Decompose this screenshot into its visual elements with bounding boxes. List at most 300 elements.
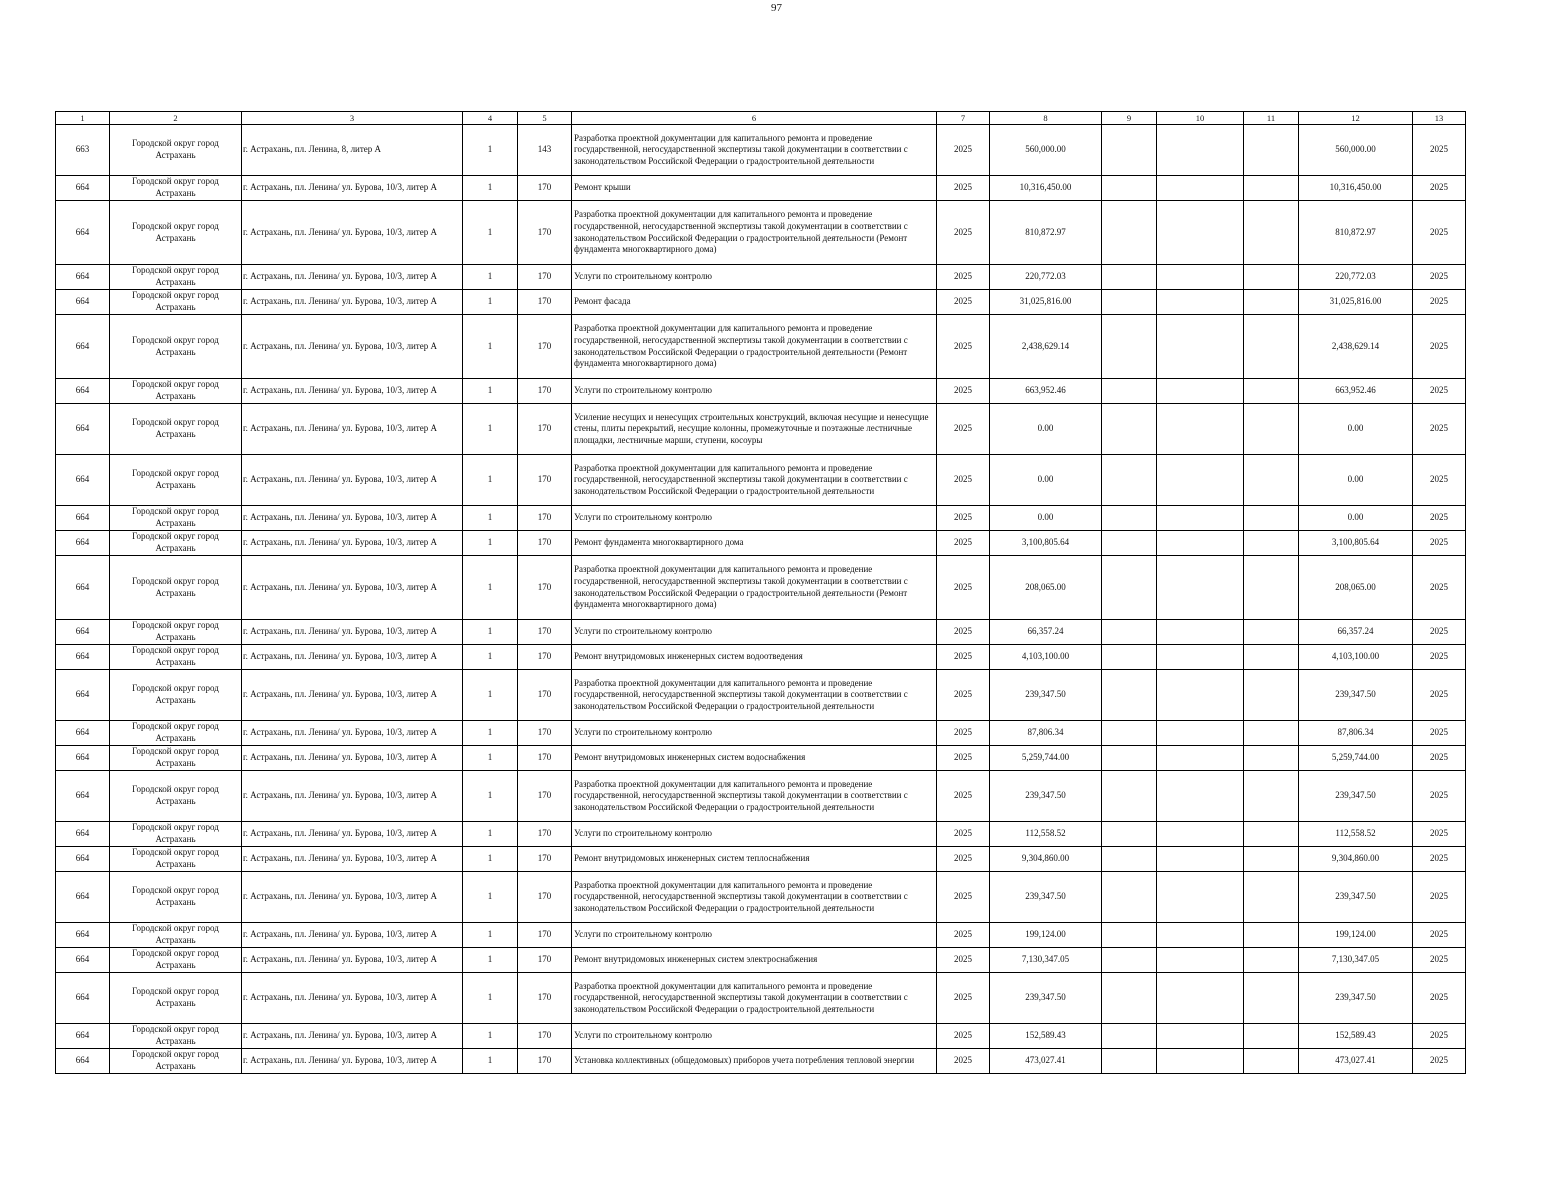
cell-col-10 <box>1157 923 1244 948</box>
cell-col-1: 664 <box>56 746 110 771</box>
cell-col-3: г. Астрахань, пл. Ленина/ ул. Бурова, 10/3, литер А <box>242 506 463 531</box>
cell-col-9 <box>1102 771 1157 822</box>
cell-col-13: 2025 <box>1413 290 1466 315</box>
table-row <box>56 176 1466 201</box>
cell-col-13: 2025 <box>1413 822 1466 847</box>
cell-col-7: 2025 <box>937 290 990 315</box>
cell-col-12: 0.00 <box>1299 506 1413 531</box>
cell-col-7: 2025 <box>937 847 990 872</box>
cell-col-9 <box>1102 847 1157 872</box>
cell-col-3: г. Астрахань, пл. Ленина/ ул. Бурова, 10/3, литер А <box>242 973 463 1024</box>
cell-col-3: г. Астрахань, пл. Ленина/ ул. Бурова, 10/3, литер А <box>242 670 463 721</box>
cell-col-7: 2025 <box>937 125 990 176</box>
cell-col-8: 9,304,860.00 <box>990 847 1102 872</box>
cell-col-11 <box>1244 506 1299 531</box>
cell-col-13: 2025 <box>1413 265 1466 290</box>
cell-col-12: 239,347.50 <box>1299 872 1413 923</box>
cell-col-1: 664 <box>56 506 110 531</box>
cell-col-7: 2025 <box>937 315 990 379</box>
cell-col-2: Городской округ город Астрахань <box>110 176 242 201</box>
table-row <box>56 265 1466 290</box>
cell-col-10 <box>1157 531 1244 556</box>
cell-col-5: 170 <box>518 620 572 645</box>
cell-col-13: 2025 <box>1413 620 1466 645</box>
cell-col-11 <box>1244 847 1299 872</box>
cell-col-10 <box>1157 670 1244 721</box>
cell-col-10 <box>1157 506 1244 531</box>
cell-col-7: 2025 <box>937 176 990 201</box>
cell-col-11 <box>1244 973 1299 1024</box>
cell-col-12: 220,772.03 <box>1299 265 1413 290</box>
cell-col-4: 1 <box>463 506 518 531</box>
cell-col-3: г. Астрахань, пл. Ленина/ ул. Бурова, 10/3, литер А <box>242 847 463 872</box>
cell-col-8: 239,347.50 <box>990 973 1102 1024</box>
cell-col-4: 1 <box>463 847 518 872</box>
cell-col-5: 170 <box>518 315 572 379</box>
cell-col-4: 1 <box>463 670 518 721</box>
column-header-6: 6 <box>572 112 937 125</box>
cell-col-4: 1 <box>463 556 518 620</box>
table-row <box>56 822 1466 847</box>
table-row <box>56 746 1466 771</box>
cell-col-1: 664 <box>56 379 110 404</box>
cell-col-2: Городской округ город Астрахань <box>110 721 242 746</box>
cell-col-10 <box>1157 1049 1244 1074</box>
cell-col-5: 170 <box>518 872 572 923</box>
cell-col-2: Городской округ город Астрахань <box>110 645 242 670</box>
cell-col-5: 170 <box>518 379 572 404</box>
cell-col-1: 664 <box>56 847 110 872</box>
cell-col-13: 2025 <box>1413 771 1466 822</box>
cell-col-4: 1 <box>463 872 518 923</box>
table-row <box>56 620 1466 645</box>
cell-col-12: 239,347.50 <box>1299 771 1413 822</box>
cell-col-12: 0.00 <box>1299 404 1413 455</box>
cell-col-1: 664 <box>56 531 110 556</box>
cell-col-4: 1 <box>463 201 518 265</box>
cell-col-8: 3,100,805.64 <box>990 531 1102 556</box>
cell-col-13: 2025 <box>1413 1049 1466 1074</box>
cell-col-4: 1 <box>463 1024 518 1049</box>
cell-col-9 <box>1102 721 1157 746</box>
cell-col-1: 664 <box>56 201 110 265</box>
cell-col-13: 2025 <box>1413 847 1466 872</box>
column-header-4: 4 <box>463 112 518 125</box>
cell-col-8: 4,103,100.00 <box>990 645 1102 670</box>
cell-col-7: 2025 <box>937 531 990 556</box>
cell-col-6: Разработка проектной документации для капитального ремонта и проведение государственной, негосударственной экспертизы такой документации в соответствии с законодательством Российской Федерации о градостроительной деятельности <box>572 125 937 176</box>
cell-col-2: Городской округ город Астрахань <box>110 201 242 265</box>
cell-col-10 <box>1157 290 1244 315</box>
cell-col-2: Городской округ город Астрахань <box>110 948 242 973</box>
cell-col-1: 664 <box>56 923 110 948</box>
cell-col-10 <box>1157 176 1244 201</box>
cell-col-5: 170 <box>518 948 572 973</box>
cell-col-4: 1 <box>463 176 518 201</box>
cell-col-11 <box>1244 746 1299 771</box>
table-row <box>56 1024 1466 1049</box>
table-row <box>56 721 1466 746</box>
cell-col-6: Разработка проектной документации для капитального ремонта и проведение государственной, негосударственной экспертизы такой документации в соответствии с законодательством Российской Федерации о градостроительной деятельности <box>572 771 937 822</box>
cell-col-5: 170 <box>518 404 572 455</box>
cell-col-4: 1 <box>463 721 518 746</box>
cell-col-9 <box>1102 923 1157 948</box>
cell-col-7: 2025 <box>937 923 990 948</box>
cell-col-1: 664 <box>56 645 110 670</box>
cell-col-7: 2025 <box>937 771 990 822</box>
cell-col-8: 239,347.50 <box>990 771 1102 822</box>
cell-col-6: Услуги по строительному контролю <box>572 620 937 645</box>
cell-col-9 <box>1102 872 1157 923</box>
table-row <box>56 315 1466 379</box>
cell-col-8: 66,357.24 <box>990 620 1102 645</box>
cell-col-6: Ремонт внутридомовых инженерных систем водоотведения <box>572 645 937 670</box>
cell-col-5: 170 <box>518 556 572 620</box>
cell-col-11 <box>1244 670 1299 721</box>
cell-col-6: Разработка проектной документации для капитального ремонта и проведение государственной, негосударственной экспертизы такой документации в соответствии с законодательством Российской Федерации о градостроительной деятельности (Ремонт фундамента многоквартирного дома) <box>572 556 937 620</box>
cell-col-13: 2025 <box>1413 125 1466 176</box>
cell-col-11 <box>1244 1049 1299 1074</box>
cell-col-1: 664 <box>56 556 110 620</box>
cell-col-9 <box>1102 645 1157 670</box>
table-row <box>56 404 1466 455</box>
cell-col-8: 31,025,816.00 <box>990 290 1102 315</box>
cell-col-3: г. Астрахань, пл. Ленина/ ул. Бурова, 10/3, литер А <box>242 948 463 973</box>
cell-col-9 <box>1102 1024 1157 1049</box>
cell-col-3: г. Астрахань, пл. Ленина/ ул. Бурова, 10/3, литер А <box>242 645 463 670</box>
cell-col-13: 2025 <box>1413 176 1466 201</box>
cell-col-8: 10,316,450.00 <box>990 176 1102 201</box>
cell-col-2: Городской округ город Астрахань <box>110 923 242 948</box>
cell-col-12: 4,103,100.00 <box>1299 645 1413 670</box>
cell-col-8: 239,347.50 <box>990 670 1102 721</box>
cell-col-13: 2025 <box>1413 670 1466 721</box>
cell-col-12: 5,259,744.00 <box>1299 746 1413 771</box>
cell-col-11 <box>1244 923 1299 948</box>
cell-col-2: Городской округ город Астрахань <box>110 125 242 176</box>
cell-col-6: Усиление несущих и ненесущих строительных конструкций, включая несущие и ненесущие стены, плиты перекрытий, несущие колонны, промежуточные и поэтажные лестничные площадки, лестничные марши, ступени, косоуры <box>572 404 937 455</box>
cell-col-12: 152,589.43 <box>1299 1024 1413 1049</box>
cell-col-3: г. Астрахань, пл. Ленина/ ул. Бурова, 10/3, литер А <box>242 1024 463 1049</box>
cell-col-7: 2025 <box>937 404 990 455</box>
cell-col-7: 2025 <box>937 872 990 923</box>
cell-col-12: 31,025,816.00 <box>1299 290 1413 315</box>
cell-col-13: 2025 <box>1413 201 1466 265</box>
cell-col-3: г. Астрахань, пл. Ленина/ ул. Бурова, 10/3, литер А <box>242 620 463 645</box>
cell-col-5: 170 <box>518 822 572 847</box>
cell-col-1: 664 <box>56 404 110 455</box>
cell-col-4: 1 <box>463 620 518 645</box>
cell-col-10 <box>1157 455 1244 506</box>
cell-col-12: 0.00 <box>1299 455 1413 506</box>
column-header-10: 10 <box>1157 112 1244 125</box>
cell-col-1: 664 <box>56 176 110 201</box>
cell-col-8: 152,589.43 <box>990 1024 1102 1049</box>
cell-col-11 <box>1244 404 1299 455</box>
cell-col-3: г. Астрахань, пл. Ленина/ ул. Бурова, 10/3, литер А <box>242 771 463 822</box>
cell-col-8: 663,952.46 <box>990 379 1102 404</box>
cell-col-6: Разработка проектной документации для капитального ремонта и проведение государственной, негосударственной экспертизы такой документации в соответствии с законодательством Российской Федерации о градостроительной деятельности (Ремонт фундамента многоквартирного дома) <box>572 315 937 379</box>
cell-col-7: 2025 <box>937 455 990 506</box>
column-header-12: 12 <box>1299 112 1413 125</box>
cell-col-6: Ремонт крыши <box>572 176 937 201</box>
cell-col-1: 664 <box>56 620 110 645</box>
table-row <box>56 948 1466 973</box>
cell-col-3: г. Астрахань, пл. Ленина/ ул. Бурова, 10/3, литер А <box>242 404 463 455</box>
table-row <box>56 1049 1466 1074</box>
cell-col-12: 66,357.24 <box>1299 620 1413 645</box>
cell-col-6: Разработка проектной документации для капитального ремонта и проведение государственной, негосударственной экспертизы такой документации в соответствии с законодательством Российской Федерации о градостроительной деятельности <box>572 455 937 506</box>
column-header-3: 3 <box>242 112 463 125</box>
capital-repair-table <box>55 111 1466 1074</box>
cell-col-5: 170 <box>518 670 572 721</box>
cell-col-6: Услуги по строительному контролю <box>572 1024 937 1049</box>
cell-col-5: 170 <box>518 531 572 556</box>
cell-col-9 <box>1102 506 1157 531</box>
cell-col-11 <box>1244 265 1299 290</box>
cell-col-10 <box>1157 315 1244 379</box>
cell-col-8: 0.00 <box>990 506 1102 531</box>
cell-col-10 <box>1157 620 1244 645</box>
cell-col-12: 199,124.00 <box>1299 923 1413 948</box>
page-number: 97 <box>771 2 782 14</box>
cell-col-12: 239,347.50 <box>1299 670 1413 721</box>
cell-col-11 <box>1244 645 1299 670</box>
cell-col-5: 170 <box>518 847 572 872</box>
cell-col-1: 664 <box>56 948 110 973</box>
cell-col-8: 112,558.52 <box>990 822 1102 847</box>
cell-col-3: г. Астрахань, пл. Ленина, 8, литер А <box>242 125 463 176</box>
cell-col-4: 1 <box>463 531 518 556</box>
cell-col-10 <box>1157 847 1244 872</box>
cell-col-7: 2025 <box>937 822 990 847</box>
cell-col-3: г. Астрахань, пл. Ленина/ ул. Бурова, 10/3, литер А <box>242 721 463 746</box>
cell-col-3: г. Астрахань, пл. Ленина/ ул. Бурова, 10/3, литер А <box>242 1049 463 1074</box>
cell-col-5: 143 <box>518 125 572 176</box>
cell-col-4: 1 <box>463 973 518 1024</box>
cell-col-5: 170 <box>518 290 572 315</box>
table-row <box>56 670 1466 721</box>
cell-col-9 <box>1102 290 1157 315</box>
cell-col-10 <box>1157 721 1244 746</box>
cell-col-12: 239,347.50 <box>1299 973 1413 1024</box>
cell-col-5: 170 <box>518 201 572 265</box>
cell-col-5: 170 <box>518 506 572 531</box>
cell-col-12: 9,304,860.00 <box>1299 847 1413 872</box>
cell-col-10 <box>1157 1024 1244 1049</box>
cell-col-5: 170 <box>518 1024 572 1049</box>
cell-col-5: 170 <box>518 455 572 506</box>
cell-col-11 <box>1244 822 1299 847</box>
cell-col-4: 1 <box>463 379 518 404</box>
cell-col-13: 2025 <box>1413 379 1466 404</box>
cell-col-3: г. Астрахань, пл. Ленина/ ул. Бурова, 10/3, литер А <box>242 556 463 620</box>
cell-col-13: 2025 <box>1413 531 1466 556</box>
cell-col-8: 7,130,347.05 <box>990 948 1102 973</box>
cell-col-6: Установка коллективных (общедомовых) приборов учета потребления тепловой энергии <box>572 1049 937 1074</box>
table-row <box>56 290 1466 315</box>
cell-col-8: 560,000.00 <box>990 125 1102 176</box>
cell-col-5: 170 <box>518 923 572 948</box>
cell-col-4: 1 <box>463 645 518 670</box>
cell-col-10 <box>1157 973 1244 1024</box>
cell-col-13: 2025 <box>1413 872 1466 923</box>
table-row <box>56 125 1466 176</box>
cell-col-7: 2025 <box>937 620 990 645</box>
cell-col-9 <box>1102 531 1157 556</box>
cell-col-9 <box>1102 201 1157 265</box>
cell-col-3: г. Астрахань, пл. Ленина/ ул. Бурова, 10/3, литер А <box>242 531 463 556</box>
cell-col-10 <box>1157 822 1244 847</box>
cell-col-6: Ремонт внутридомовых инженерных систем электроснабжения <box>572 948 937 973</box>
cell-col-5: 170 <box>518 746 572 771</box>
cell-col-7: 2025 <box>937 265 990 290</box>
cell-col-1: 664 <box>56 1024 110 1049</box>
cell-col-2: Городской округ город Астрахань <box>110 1049 242 1074</box>
cell-col-6: Услуги по строительному контролю <box>572 265 937 290</box>
cell-col-9 <box>1102 746 1157 771</box>
cell-col-12: 663,952.46 <box>1299 379 1413 404</box>
cell-col-11 <box>1244 1024 1299 1049</box>
cell-col-8: 208,065.00 <box>990 556 1102 620</box>
cell-col-13: 2025 <box>1413 746 1466 771</box>
cell-col-2: Городской округ город Астрахань <box>110 290 242 315</box>
cell-col-3: г. Астрахань, пл. Ленина/ ул. Бурова, 10/3, литер А <box>242 746 463 771</box>
cell-col-3: г. Астрахань, пл. Ленина/ ул. Бурова, 10/3, литер А <box>242 201 463 265</box>
cell-col-1: 663 <box>56 125 110 176</box>
cell-col-9 <box>1102 822 1157 847</box>
cell-col-7: 2025 <box>937 379 990 404</box>
cell-col-8: 239,347.50 <box>990 872 1102 923</box>
cell-col-10 <box>1157 379 1244 404</box>
cell-col-12: 473,027.41 <box>1299 1049 1413 1074</box>
cell-col-7: 2025 <box>937 948 990 973</box>
cell-col-6: Услуги по строительному контролю <box>572 506 937 531</box>
cell-col-5: 170 <box>518 973 572 1024</box>
cell-col-7: 2025 <box>937 556 990 620</box>
cell-col-4: 1 <box>463 455 518 506</box>
cell-col-6: Разработка проектной документации для капитального ремонта и проведение государственной, негосударственной экспертизы такой документации в соответствии с законодательством Российской Федерации о градостроительной деятельности (Ремонт фундамента многоквартирного дома) <box>572 201 937 265</box>
cell-col-4: 1 <box>463 315 518 379</box>
cell-col-10 <box>1157 125 1244 176</box>
cell-col-3: г. Астрахань, пл. Ленина/ ул. Бурова, 10/3, литер А <box>242 455 463 506</box>
cell-col-6: Ремонт внутридомовых инженерных систем теплоснабжения <box>572 847 937 872</box>
cell-col-4: 1 <box>463 265 518 290</box>
cell-col-3: г. Астрахань, пл. Ленина/ ул. Бурова, 10/3, литер А <box>242 923 463 948</box>
table-row <box>56 531 1466 556</box>
cell-col-12: 208,065.00 <box>1299 556 1413 620</box>
cell-col-8: 2,438,629.14 <box>990 315 1102 379</box>
cell-col-5: 170 <box>518 721 572 746</box>
table-row <box>56 556 1466 620</box>
cell-col-9 <box>1102 556 1157 620</box>
cell-col-6: Услуги по строительному контролю <box>572 822 937 847</box>
cell-col-11 <box>1244 771 1299 822</box>
cell-col-3: г. Астрахань, пл. Ленина/ ул. Бурова, 10/3, литер А <box>242 290 463 315</box>
cell-col-12: 560,000.00 <box>1299 125 1413 176</box>
table-row <box>56 872 1466 923</box>
cell-col-3: г. Астрахань, пл. Ленина/ ул. Бурова, 10/3, литер А <box>242 176 463 201</box>
cell-col-10 <box>1157 771 1244 822</box>
cell-col-5: 170 <box>518 265 572 290</box>
cell-col-12: 7,130,347.05 <box>1299 948 1413 973</box>
cell-col-9 <box>1102 176 1157 201</box>
cell-col-9 <box>1102 973 1157 1024</box>
cell-col-1: 664 <box>56 670 110 721</box>
table-header <box>56 112 1466 125</box>
cell-col-6: Услуги по строительному контролю <box>572 379 937 404</box>
cell-col-2: Городской округ город Астрахань <box>110 315 242 379</box>
cell-col-2: Городской округ город Астрахань <box>110 746 242 771</box>
table-row <box>56 645 1466 670</box>
cell-col-7: 2025 <box>937 1024 990 1049</box>
cell-col-4: 1 <box>463 948 518 973</box>
header-row <box>56 112 1466 125</box>
cell-col-1: 664 <box>56 872 110 923</box>
cell-col-11 <box>1244 620 1299 645</box>
cell-col-7: 2025 <box>937 746 990 771</box>
cell-col-2: Городской округ город Астрахань <box>110 822 242 847</box>
cell-col-2: Городской округ город Астрахань <box>110 847 242 872</box>
table-row <box>56 771 1466 822</box>
table-row <box>56 923 1466 948</box>
cell-col-11 <box>1244 721 1299 746</box>
column-header-13: 13 <box>1413 112 1466 125</box>
cell-col-2: Городской округ город Астрахань <box>110 404 242 455</box>
cell-col-2: Городской округ город Астрахань <box>110 455 242 506</box>
cell-col-2: Городской округ город Астрахань <box>110 1024 242 1049</box>
cell-col-11 <box>1244 556 1299 620</box>
cell-col-8: 5,259,744.00 <box>990 746 1102 771</box>
cell-col-11 <box>1244 531 1299 556</box>
cell-col-4: 1 <box>463 1049 518 1074</box>
cell-col-11 <box>1244 379 1299 404</box>
table-row <box>56 455 1466 506</box>
table-row <box>56 973 1466 1024</box>
cell-col-13: 2025 <box>1413 455 1466 506</box>
cell-col-11 <box>1244 290 1299 315</box>
cell-col-3: г. Астрахань, пл. Ленина/ ул. Бурова, 10/3, литер А <box>242 822 463 847</box>
column-header-11: 11 <box>1244 112 1299 125</box>
cell-col-7: 2025 <box>937 506 990 531</box>
column-header-9: 9 <box>1102 112 1157 125</box>
cell-col-9 <box>1102 125 1157 176</box>
cell-col-6: Разработка проектной документации для капитального ремонта и проведение государственной, негосударственной экспертизы такой документации в соответствии с законодательством Российской Федерации о градостроительной деятельности <box>572 670 937 721</box>
cell-col-3: г. Астрахань, пл. Ленина/ ул. Бурова, 10/3, литер А <box>242 265 463 290</box>
cell-col-3: г. Астрахань, пл. Ленина/ ул. Бурова, 10/3, литер А <box>242 872 463 923</box>
cell-col-13: 2025 <box>1413 506 1466 531</box>
cell-col-11 <box>1244 872 1299 923</box>
cell-col-4: 1 <box>463 822 518 847</box>
cell-col-10 <box>1157 948 1244 973</box>
cell-col-6: Разработка проектной документации для капитального ремонта и проведение государственной, негосударственной экспертизы такой документации в соответствии с законодательством Российской Федерации о градостроительной деятельности <box>572 872 937 923</box>
cell-col-5: 170 <box>518 771 572 822</box>
cell-col-10 <box>1157 746 1244 771</box>
cell-col-13: 2025 <box>1413 1024 1466 1049</box>
cell-col-4: 1 <box>463 771 518 822</box>
cell-col-2: Городской округ город Астрахань <box>110 771 242 822</box>
cell-col-8: 0.00 <box>990 404 1102 455</box>
cell-col-11 <box>1244 455 1299 506</box>
cell-col-4: 1 <box>463 746 518 771</box>
cell-col-7: 2025 <box>937 201 990 265</box>
cell-col-11 <box>1244 125 1299 176</box>
cell-col-5: 170 <box>518 1049 572 1074</box>
cell-col-6: Ремонт фасада <box>572 290 937 315</box>
cell-col-13: 2025 <box>1413 721 1466 746</box>
cell-col-7: 2025 <box>937 1049 990 1074</box>
cell-col-8: 199,124.00 <box>990 923 1102 948</box>
